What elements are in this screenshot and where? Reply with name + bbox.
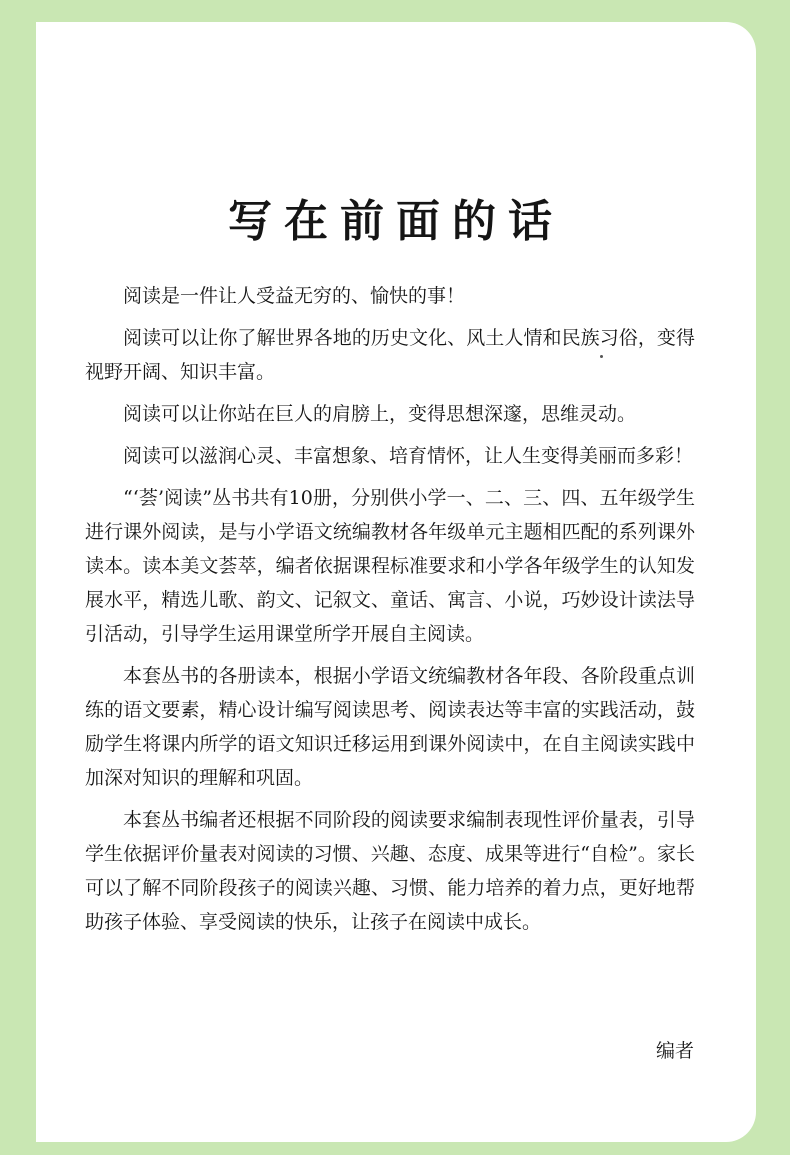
paragraph: 阅读是一件让人受益无穷的、愉快的事！ [123, 285, 466, 307]
page-title: 写在前面的话 [228, 196, 564, 247]
paragraph: 阅读可以让你了解世界各地的历史文化、风土人情和民族习俗，变得视野开阔、知识丰富。 [85, 327, 695, 383]
paragraph: 阅读可以让你站在巨人的肩膀上，变得思想深邃，思维灵动。 [123, 403, 637, 425]
paragraph: “‘荟’阅读”丛书共有10册，分别供小学一、二、三、四、五年级学生进行课外阅读，是与小学语文统编教材各年级单元主题相匹配的系列课外读本。读本美文荟萃，编者依据课程标准要求和小学各年级学生的认知发展水平，精选儿歌、韵文、记叙文、童话、寓言、小说，巧妙设计读法导引活动，引导学生运用课堂所学开展自主阅读。 [85, 487, 695, 645]
document-page [36, 22, 756, 1142]
document-body [85, 279, 695, 947]
paragraph: 本套丛书的各册读本，根据小学语文统编教材各年段、各阶段重点训练的语文要素，精心设计编写阅读思考、阅读表达等丰富的实践活动，鼓励学生将课内所学的语文知识迁移运用到课外阅读中，在自主阅读实践中加深对知识的理解和巩固。 [85, 665, 695, 789]
paper-speck [600, 355, 603, 358]
paragraph: 本套丛书编者还根据不同阶段的阅读要求编制表现性评价量表，引导学生依据评价量表对阅读的习惯、兴趣、态度、成果等进行“自检”。家长可以了解不同阶段孩子的阅读兴趣、习惯、能力培养的着力点，更好地帮助孩子体验、享受阅读的快乐，让孩子在阅读中成长。 [85, 809, 695, 933]
signature: 编者 [655, 1040, 694, 1062]
paragraph: 阅读可以滋润心灵、丰富想象、培育情怀，让人生变得美丽而多彩！ [123, 445, 694, 467]
